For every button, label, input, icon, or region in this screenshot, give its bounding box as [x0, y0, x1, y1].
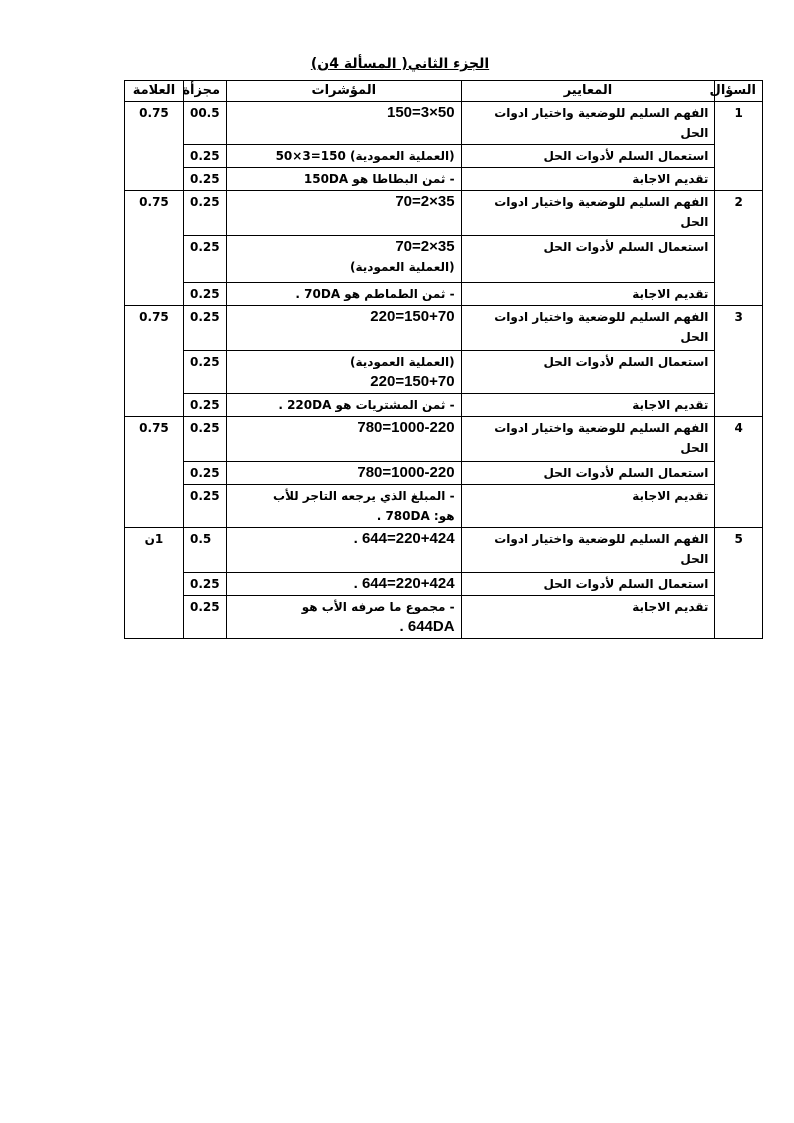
indicator-line: - مجموع ما صرفه الأب هو [301, 600, 455, 614]
indicator-cell [227, 145, 462, 168]
header-question: السؤال [715, 81, 763, 102]
indicator-line: - ثمن البطاطا هو 150DA [303, 172, 455, 186]
indicator-cell [227, 394, 462, 417]
partial-score: 0.25 [183, 145, 226, 168]
indicator-cell [227, 191, 462, 236]
question-number: 2 [715, 191, 763, 306]
partial-score: 0.25 [183, 191, 226, 236]
criteria-cell: الفهم السليم للوضعية واختيار ادوات الحل [461, 102, 715, 145]
indicator-cell [227, 102, 462, 145]
partial-score: 0.25 [183, 283, 226, 306]
indicator-line: هو: 780DA . [376, 509, 455, 523]
indicator-line: 220+424=644 . [353, 530, 455, 547]
indicator-cell [227, 596, 462, 639]
total-score: 0.75 [125, 417, 184, 528]
criteria-cell: تقديم الاجابة [461, 168, 715, 191]
table-row [125, 528, 763, 573]
total-score: 0.75 [125, 102, 184, 191]
header-criteria: المعايير [461, 81, 715, 102]
table-row [125, 191, 763, 236]
question-number: 5 [715, 528, 763, 639]
partial-score: 0.25 [183, 168, 226, 191]
question-number: 1 [715, 102, 763, 191]
indicator-cell [227, 573, 462, 596]
indicator-line: 1000-220=780 [357, 464, 455, 481]
criteria-cell: تقديم الاجابة [461, 394, 715, 417]
table-row [125, 306, 763, 351]
indicator-line: 220+424=644 . [353, 575, 455, 592]
header-row [125, 81, 763, 102]
table-row [125, 283, 763, 306]
partial-score: 0.25 [183, 351, 226, 394]
indicator-line: - ثمن المشتريات هو 220DA . [278, 398, 455, 412]
criteria-cell: استعمال السلم لأدوات الحل [461, 236, 715, 283]
table-row [125, 102, 763, 145]
criteria-cell: استعمال السلم لأدوات الحل [461, 351, 715, 394]
indicator-line: 150+70=220 [370, 373, 455, 390]
indicator-line: 150+70=220 [370, 308, 455, 325]
table-row [125, 417, 763, 462]
indicator-cell [227, 417, 462, 462]
table-row [125, 236, 763, 283]
indicator-line: 1000-220=780 [357, 419, 455, 436]
table-row [125, 573, 763, 596]
indicator-line: (العملية العمودية) 150=3×50 [275, 149, 455, 163]
header-indicators: المؤشرات [227, 81, 462, 102]
indicator-line: (العملية العمودية) [350, 355, 455, 369]
partial-score: 0.25 [183, 236, 226, 283]
table-row [125, 168, 763, 191]
partial-score: 0.25 [183, 462, 226, 485]
indicator-line: - ثمن الطماطم هو 70DA . [295, 287, 455, 301]
indicator-line: 644DA . [399, 618, 455, 635]
criteria-cell: الفهم السليم للوضعية واختيار ادوات الحل [461, 528, 715, 573]
indicator-cell [227, 462, 462, 485]
section-title: الجزء الثاني( المسألة 4ن) [310, 56, 490, 72]
criteria-cell: تقديم الاجابة [461, 596, 715, 639]
total-score: 1ن [125, 528, 184, 639]
indicator-line: 35×2=70 [395, 193, 455, 210]
criteria-cell: استعمال السلم لأدوات الحل [461, 573, 715, 596]
indicator-cell [227, 236, 462, 283]
indicator-cell [227, 283, 462, 306]
criteria-cell: الفهم السليم للوضعية واختيار ادوات الحل [461, 191, 715, 236]
partial-score: 0.25 [183, 573, 226, 596]
total-score: 0.75 [125, 306, 184, 417]
indicator-cell [227, 168, 462, 191]
header-partial: مجزأة [183, 81, 226, 102]
partial-score: 0.25 [183, 596, 226, 639]
partial-score: 0.25 [183, 485, 226, 528]
table-row [125, 145, 763, 168]
criteria-cell: الفهم السليم للوضعية واختيار ادوات الحل [461, 306, 715, 351]
partial-score: 0.25 [183, 417, 226, 462]
table-row [125, 596, 763, 639]
partial-score: 0.25 [183, 306, 226, 351]
table-row [125, 485, 763, 528]
criteria-cell: استعمال السلم لأدوات الحل [461, 462, 715, 485]
indicator-line: 50×3=150 [386, 104, 455, 121]
grading-table [124, 80, 763, 639]
header-total: العلامة [125, 81, 184, 102]
indicator-line: (العملية العمودية) [350, 260, 455, 274]
table-row [125, 394, 763, 417]
partial-score: 0.25 [183, 394, 226, 417]
indicator-line: 35×2=70 [395, 238, 455, 255]
criteria-cell: تقديم الاجابة [461, 485, 715, 528]
table-row [125, 462, 763, 485]
total-score: 0.75 [125, 191, 184, 306]
table-row [125, 351, 763, 394]
criteria-cell: تقديم الاجابة [461, 283, 715, 306]
indicator-cell [227, 306, 462, 351]
question-number: 3 [715, 306, 763, 417]
indicator-line: - المبلغ الذي يرجعه التاجر للأب [273, 489, 455, 503]
indicator-cell [227, 485, 462, 528]
table-body [125, 102, 763, 639]
partial-score: 0.5 [183, 528, 226, 573]
partial-score: 00.5 [183, 102, 226, 145]
indicator-cell [227, 351, 462, 394]
criteria-cell: استعمال السلم لأدوات الحل [461, 145, 715, 168]
criteria-cell: الفهم السليم للوضعية واختيار ادوات الحل [461, 417, 715, 462]
question-number: 4 [715, 417, 763, 528]
indicator-cell [227, 528, 462, 573]
